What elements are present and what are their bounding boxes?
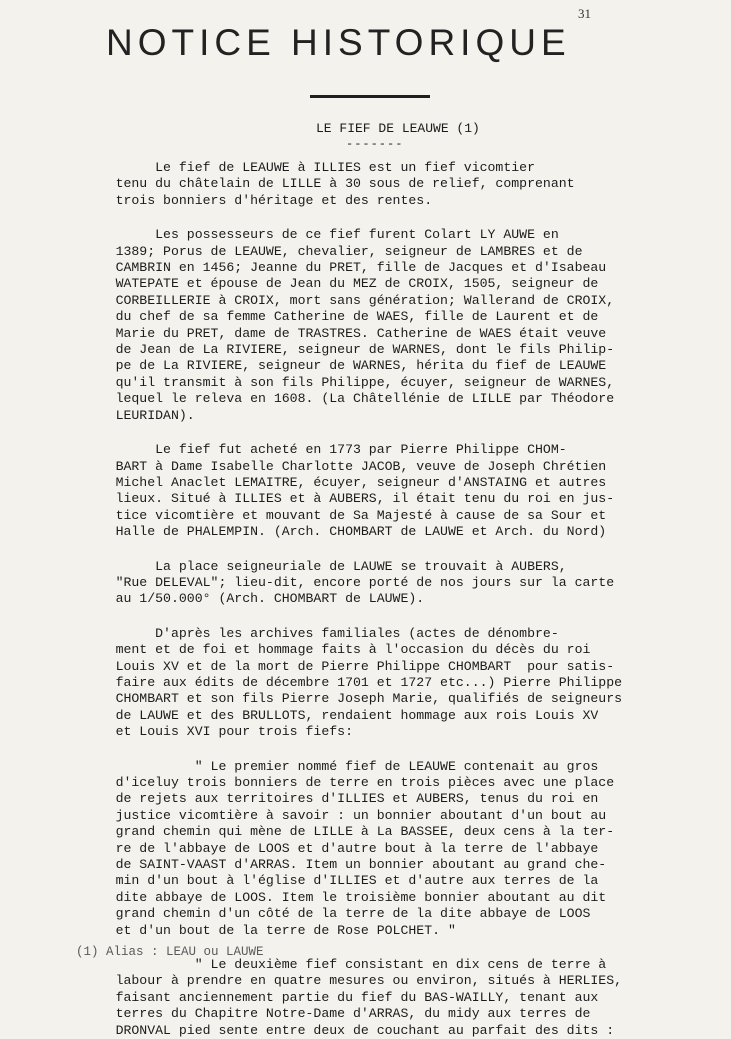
section-heading-underline: ------- [346,137,404,151]
title-underline [310,95,430,98]
paragraph-intro: Le fief de LEAUWE à ILLIES est un fief vicomtier tenu du châtelain de LILLE à 30 sous de relief, comprenant trois bonniers d'héritage et des rentes. [115,160,575,208]
paragraph-location: La place seigneuriale de LAUWE se trouvait à AUBERS, "Rue DELEVAL"; lieu-dit, encore porté de nos jours sur la carte au 1/50.000° (Arch. CHOMBART de LAUWE). [115,558,615,607]
page-title: NOTICE HISTORIQUE [106,22,571,63]
page-number: 31 [578,6,591,21]
paragraph-purchase: Le fief fut acheté en 1773 par Pierre Philippe CHOM- BART à Dame Isabelle Charlotte JACOB, veuve de Joseph Chrétien Michel Anaclet LEMAITRE, écuyer, seigneur d'ANSTAING et autres lieux. Situé à ILLIES et à AUBERS, il était tenu du roi en jus- tice vicomtière et mouvant de Sa Majesté à cause de sa Sour et Halle de PHALEMPIN. (Arch. CHOMBART de LAUWE et Arch. du Nord) [115,442,615,540]
document-body [76,160,724,1039]
footnote: (1) Alias : LEAU ou LAUWE [76,945,264,959]
paragraph-second-fief-quote: " Le deuxième fief consistant en dix cens de terre à labour à prendre en quatre mesures ou environ, situés à HERLIES, faisant anciennement partie du fief du BAS-WAILLY, tenant aux terres du Chapitre Notre-Dame d'ARRAS, du midy aux terres de DRONVAL pied sente entre deux de couchant au parfait des dits : [115,957,623,1038]
paragraph-archives: D'après les archives familiales (actes de dénombre- ment et de foi et hommage faits à l'occasion du décès du roi Louis XV et de la mort de Pierre Philippe CHOMBART pour satis- faire aux édits de décembre 1701 et 1727 etc...) Pierre Philippe CHOMBART et son fils Pierre Joseph Marie, qualifiés de seigneurs de LAUWE et des BRULLOTS, rendaient hommage aux rois Louis XV et Louis XVI pour trois fiefs: [115,625,623,740]
paragraph-possessors: Les possesseurs de ce fief furent Colart LY AUWE en 1389; Porus de LEAUWE, chevalier, seigneur de LAMBRES et de CAMBRIN en 1456; Jeanne du PRET, fille de Jacques et d'Isabeau WATEPATE et épouse de Jean du MEZ de CROIX, 1505, seigneur de CORBEILLERIE à CROIX, mort sans génération; Wallerand de CROIX, du chef de sa femme Catherine de WAES, fille de Laurent et de Marie du PRET, dame de TRASTRES. Catherine de WAES était veuve de Jean de La RIVIERE, seigneur de WARNES, dont le fils Philip- pe de La RIVIERE, seigneur de WARNES, hérita du fief de LEAUWE qu'il transmit à son fils Philippe, écuyer, seigneur de WARNES, lequel le releva en 1608. (La Châtellénie de LILLE par Théodore LEURIDAN). [115,227,615,423]
section-heading: LE FIEF DE LEAUWE (1) [316,121,480,136]
paragraph-first-fief-quote: " Le premier nommé fief de LEAUWE contenait au gros d'iceluy trois bonniers de terre en trois pièces avec une place de rejets aux territoires d'ILLIES et AUBERS, tenus du roi en justice vicomtière à savoir : un bonnier aboutant d'un bout au grand chemin qui mène de LILLE à La BASSEE, deux cens à la ter- re de l'abbaye de LOOS et d'autre bout à la terre de l'abbaye de SAINT-VAAST d'ARRAS. Item un bonnier aboutant au grand che- min d'un bout à l'église d'ILLIES et d'autre aux terres de la dite abbaye de LOOS. Item le troisième bonnier aboutant au dit grand chemin d'un côté de la terre de la dite abbaye de LOOS et d'un bout de la terre de Rose POLCHET. " [115,758,615,938]
